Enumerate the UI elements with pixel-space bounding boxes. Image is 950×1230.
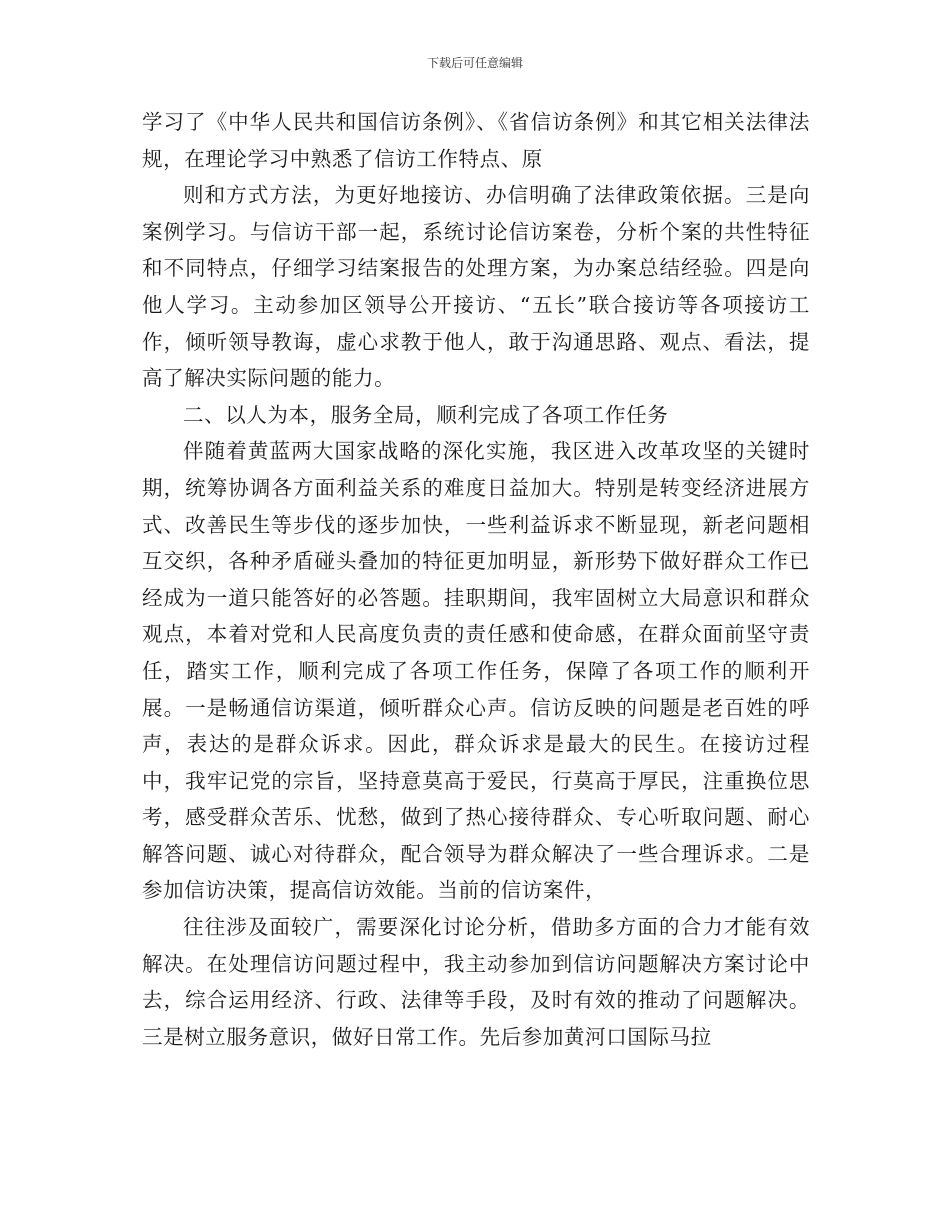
paragraph-2: 则和方式方法，为更好地接访、办信明确了法律政策依据。三是向案例学习。与信访干部一起，系统讨论信访案卷，分析个案的共性特征和不同特点，仔细学习结案报告的处理方案，为办案总结经验。四是向他人学习。主动参加区领导公开接访、“五长”联合接访等各项接访工作，倾听领导教诲，虚心求教于他人，敢于沟通思路、观点、看法，提高了解决实际问题的能力。 xyxy=(142,183,810,391)
page-header: 下载后可任意编辑 xyxy=(426,56,523,70)
paragraph-4: 往往涉及面较广，需要深化讨论分析，借助多方面的合力才能有效解决。在处理信访问题过程中，我主动参加到信访问题解决方案讨论中去，综合运用经济、行政、法律等手段，及时有效的推动了问题解决。三是树立服务意识，做好日常工作。先后参加黄河口国际马拉 xyxy=(142,915,810,1049)
paragraph-3: 伴随着黄蓝两大国家战略的深化实施，我区进入改革攻坚的关键时期，统筹协调各方面利益关系的难度日益加大。特别是转变经济进展方式、改善民生等步伐的逐步加快，一些利益诉求不断显现，新老问题相互交织，各种矛盾碰头叠加的特征更加明显，新形势下做好群众工作已经成为一道只能答好的必答题。挂职期间，我牢固树立大局意识和群众观点，本着对党和人民高度负责的责任感和使命感，在群众面前坚守责任，踏实工作，顺利完成了各项工作任务，保障了各项工作的顺利开展。一是畅通信访渠道，倾听群众心声。信访反映的问题是老百姓的呼声，表达的是群众诉求。因此，群众诉求是最大的民生。在接访过程中，我牢记党的宗旨，坚持意莫高于爱民，行莫高于厚民，注重换位思考，感受群众苦乐、忧愁，做到了热心接待群众、专心听取问题、耐心解答问题、诚心对待群众，配合领导为群众解决了一些合理诉求。二是参加信访决策，提高信访效能。当前的信访案件， xyxy=(142,439,810,903)
document-body xyxy=(142,104,810,1055)
section-heading: 二、以人为本，服务全局，顺利完成了各项工作任务 xyxy=(183,402,669,427)
paragraph-1: 学习了《中华人民共和国信访条例》、《省信访条例》和其它相关法律法规，在理论学习中熟悉了信访工作特点、原 xyxy=(142,110,810,171)
